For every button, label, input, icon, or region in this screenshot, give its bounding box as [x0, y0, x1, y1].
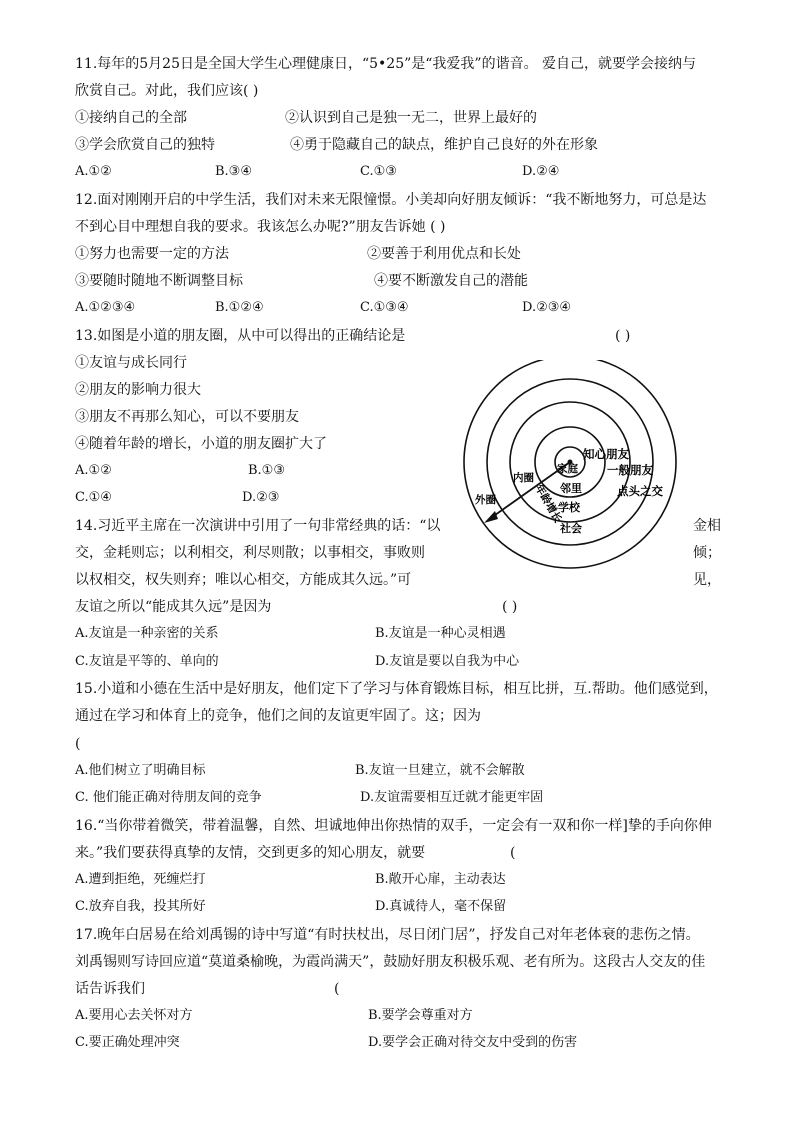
q12-statement-3: ③要随时随地不断调整目标	[75, 273, 243, 289]
q14-line3: 以权相交，权失则弃；唯以心相交，方能成其久远。”可	[75, 572, 412, 588]
label-age-increase: 年龄增长	[532, 482, 564, 525]
q11-statement-2: ②认识到自己是独一无二，世界上最好的	[285, 110, 537, 126]
q11-stem-line1: 11.每年的5月25日是全国大学生心理健康日，“5•25”是“我爱我”的谐音。 爱自己，就要学会接纳与	[75, 56, 697, 72]
q14-option-a: A.友谊是一种亲密的关系	[75, 626, 219, 641]
q11-stem-line2: 欣赏自己。对此，我们应该( )	[75, 83, 259, 99]
age-arrow-head	[484, 511, 498, 523]
q13-answer-paren: ( )	[615, 328, 631, 344]
q13-stem: 13.如图是小道的朋友圈，从中可以得出的正确结论是	[75, 328, 406, 344]
q16-option-a: A.遭到拒绝，死缠烂打	[75, 872, 206, 887]
label-xuexiao: 学校	[558, 501, 580, 514]
q14-answer-paren: ( )	[502, 599, 518, 615]
q15-option-d: D.友谊需要相互迁就才能更牢固	[360, 790, 544, 805]
q13-statement-4: ④随着年龄的增长，小道的朋友圈扩大了	[75, 436, 327, 452]
q15-option-b: B.友谊一旦建立，就不会解散	[355, 763, 525, 778]
q12-stem-line2: 不到心目中理想自我的要求。我该怎么办呢?”朋友告诉她 ( )	[75, 219, 446, 235]
q13-option-b: B.①③	[248, 463, 285, 478]
q13-option-a: A.①②	[75, 463, 112, 478]
friend-circle-diagram	[460, 360, 690, 580]
q12-stem-line1: 12.面对刚刚开启的中学生活，我们对未来无限憧憬。小美却向好朋友倾诉：“我不断地努力，可总是达	[75, 192, 707, 208]
q14-line1: 14.习近平主席在一次演讲中引用了一句非常经典的话：“以	[75, 518, 441, 534]
q13-option-c: C.①④	[75, 490, 112, 505]
q14-option-c: C.友谊是平等的、单向的	[75, 654, 219, 669]
q11-statement-3: ③学会欣赏自己的独特	[75, 137, 215, 153]
q13-statement-3: ③朋友不再那么知心，可以不要朋友	[75, 409, 299, 425]
q14-line2-end: 倾；	[693, 545, 721, 561]
q11-option-c: C.①③	[360, 164, 397, 179]
q12-option-a: A.①②③④	[75, 300, 136, 315]
q17-option-b: B.要学会尊重对方	[368, 1008, 473, 1023]
q15-option-c: C. 他们能正确对待朋友间的竞争	[75, 790, 262, 805]
q16-option-d: D.真诚待人，毫不保留	[375, 899, 507, 914]
q17-stem-line2: 刘禹锡则写诗回应道“莫道桑榆晚，为霞尚满天”，鼓励好朋友积极乐观、老有所为。这段古人交友的佳	[75, 954, 706, 970]
q17-stem-line1: 17.晚年白居易在给刘禹锡的诗中写道“有时扶杖出，尽日闭门居”，抒发自己对年老体衰的悲伤之情。	[75, 927, 700, 943]
label-yiban: 一般朋友	[607, 463, 653, 477]
q14-line3-end: 见，	[693, 572, 721, 588]
q13-statement-1: ①友谊与成长同行	[75, 355, 187, 371]
label-shehui: 社会	[560, 522, 582, 535]
label-diantou: 点头之交	[617, 484, 663, 498]
q15-option-a: A.他们树立了明确目标	[75, 763, 206, 778]
q11-statement-4: ④勇于隐藏自己的缺点，维护自己良好的外在形象	[290, 137, 598, 153]
q16-answer-paren: (	[510, 845, 516, 861]
q13-statement-2: ②朋友的影响力很大	[75, 382, 201, 398]
q11-option-b: B.③④	[215, 164, 252, 179]
q14-line1-end: 金相	[693, 518, 721, 534]
q16-stem-line1: 16.“当你带着微笑，带着温馨，自然、坦诚地伸出你热情的双手，一定会有一双和你一样]挚的手向你伸	[75, 818, 712, 834]
q17-option-c: C.要正确处理冲突	[75, 1035, 180, 1050]
q12-statement-2: ②要善于利用优点和长处	[367, 246, 521, 262]
label-waiquan: 外圈	[475, 494, 496, 506]
q12-option-c: C.①③④	[360, 300, 409, 315]
q16-option-b: B.敞开心扉，主动表达	[375, 872, 506, 887]
q16-option-c: C.放弃自我，投其所好	[75, 899, 206, 914]
q15-answer-paren: (	[75, 736, 81, 752]
q12-statement-4: ④要不断激发自己的潜能	[374, 273, 528, 289]
q11-option-d: D.②④	[522, 164, 560, 179]
q12-statement-1: ①努力也需要一定的方法	[75, 246, 229, 262]
label-neiquan: 内圈	[513, 472, 534, 484]
q12-option-d: D.②③④	[522, 300, 572, 315]
q17-option-a: A.要用心去关怀对方	[75, 1008, 193, 1023]
label-jiating: 家庭	[557, 463, 578, 475]
label-linli: 邻里	[560, 482, 582, 495]
label-zhixin: 知心朋友	[583, 447, 629, 461]
q15-stem-line2: 通过在学习和体育上的竞争，他们之间的友谊更牢固了。这；因为	[75, 708, 481, 724]
q16-stem-line2: 来。”我们要获得真挚的友情，交到更多的知心朋友，就要	[75, 845, 426, 861]
q14-line4: 友谊之所以“能成其久远”是因为	[75, 599, 272, 615]
q15-stem-line1: 15.小道和小德在生活中是好朋友，他们定下了学习与体育锻炼目标，相互比拼，互.帮助。他们感觉到，	[75, 681, 718, 697]
q14-option-b: B.友谊是一种心灵相遇	[375, 626, 506, 641]
q17-stem-line3: 话告诉我们	[75, 981, 145, 997]
q11-option-a: A.①②	[75, 164, 112, 179]
q17-answer-paren: (	[334, 981, 340, 997]
q14-line2: 交，金耗则忘；以利相交，利尽则散；以事相交，事败则	[75, 545, 425, 561]
q17-option-d: D.要学会正确对待交友中受到的伤害	[368, 1035, 578, 1050]
q14-option-d: D.友谊是要以自我为中心	[375, 654, 520, 669]
q13-option-d: D.②③	[242, 490, 280, 505]
q12-option-b: B.①②④	[215, 300, 264, 315]
q11-statement-1: ①接纳自己的全部	[75, 110, 187, 126]
